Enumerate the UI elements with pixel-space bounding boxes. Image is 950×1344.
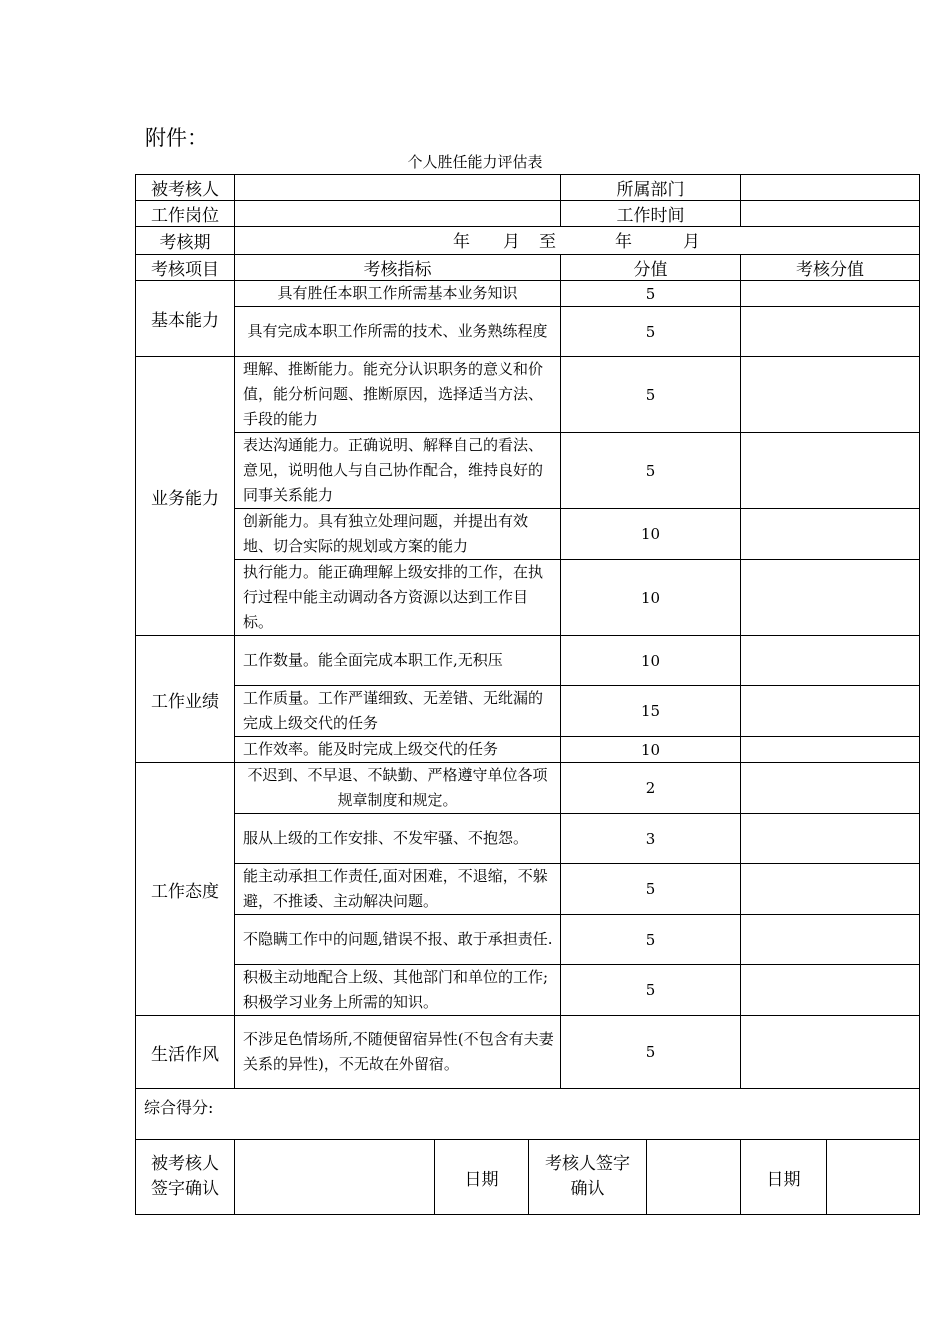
category-business-ability: 业务能力 [136,357,235,636]
header-row-assessee [136,175,920,201]
date-value-cell-2[interactable] [827,1140,920,1215]
department-label: 所属部门 [561,175,741,201]
period-year-2: 年 [615,232,632,252]
category-work-attitude: 工作态度 [136,763,235,1016]
score-input-cell[interactable] [741,433,920,509]
summary-row [136,1089,920,1140]
period-month-1: 月 [503,232,520,252]
form-title: 个人胜任能力评估表 [407,153,543,171]
date-label-1: 日期 [435,1140,529,1215]
assessee-label: 被考核人 [136,175,235,201]
col-header-points: 分值 [561,255,741,281]
attachment-label: 附件： [145,126,208,150]
indicator-cell: 不隐瞒工作中的问题,错误不报、敢于承担责任. [235,915,561,965]
score-input-cell[interactable] [741,965,920,1016]
points-cell: 5 [561,1016,741,1089]
category-basic-ability: 基本能力 [136,281,235,357]
summary-score-label: 综合得分: [144,1098,214,1117]
assessee-value-cell[interactable] [235,175,561,201]
table-row [136,509,920,560]
work-time-label: 工作时间 [561,201,741,227]
column-header-row [136,255,920,281]
score-input-cell[interactable] [741,509,920,560]
score-input-cell[interactable] [741,281,920,307]
position-label: 工作岗位 [136,201,235,227]
points-cell: 5 [561,281,741,307]
department-value-cell[interactable] [741,175,920,201]
table-row [136,357,920,433]
points-cell: 5 [561,864,741,915]
score-input-cell[interactable] [741,737,920,763]
assessor-sign-cell[interactable] [647,1140,741,1215]
col-header-indicator: 考核指标 [235,255,561,281]
indicator-cell: 创新能力。具有独立处理问题，并提出有效地、切合实际的规划或方案的能力 [235,509,561,560]
table-row [136,1016,920,1089]
score-input-cell[interactable] [741,560,920,636]
period-value-cell[interactable] [235,227,920,255]
points-cell: 3 [561,814,741,864]
indicator-cell: 能主动承担工作责任,面对困难，不退缩，不躲避，不推诿、主动解决问题。 [235,864,561,915]
indicator-cell: 不涉足色情场所,不随便留宿异性(不包含有夫妻关系的异性)，不无故在外留宿。 [235,1016,561,1089]
indicator-cell: 工作效率。能及时完成上级交代的任务 [235,737,561,763]
score-input-cell[interactable] [741,814,920,864]
indicator-cell: 工作质量。工作严谨细致、无差错、无纰漏的完成上级交代的任务 [235,686,561,737]
points-cell: 10 [561,636,741,686]
points-cell: 5 [561,965,741,1016]
table-row [136,433,920,509]
assessor-sign-label: 考核人签字确认 [529,1140,647,1215]
score-input-cell[interactable] [741,307,920,357]
indicator-cell: 理解、推断能力。能充分认识职务的意义和价值，能分析问题、推断原因，选择适当方法、手段的能力 [235,357,561,433]
points-cell: 10 [561,737,741,763]
table-row [136,560,920,636]
category-work-performance: 工作业绩 [136,636,235,763]
points-cell: 10 [561,560,741,636]
score-input-cell[interactable] [741,636,920,686]
date-label-2: 日期 [741,1140,827,1215]
period-year-1: 年 [453,232,470,252]
summary-score-cell[interactable] [136,1089,920,1140]
indicator-cell: 工作数量。能全面完成本职工作,无积压 [235,636,561,686]
score-input-cell[interactable] [741,864,920,915]
signature-row [136,1140,920,1215]
table-row [136,814,920,864]
score-input-cell[interactable] [741,357,920,433]
points-cell: 2 [561,763,741,814]
position-value-cell[interactable] [235,201,561,227]
points-cell: 5 [561,915,741,965]
indicator-cell: 具有胜任本职工作所需基本业务知识 [235,281,561,307]
indicator-cell: 表达沟通能力。正确说明、解释自己的看法、意见，说明他人与自己协作配合，维持良好的同事关系能力 [235,433,561,509]
indicator-cell: 服从上级的工作安排、不发牢骚、不抱怨。 [235,814,561,864]
table-row [136,686,920,737]
points-cell: 10 [561,509,741,560]
header-row-period [136,227,920,255]
assessee-sign-cell[interactable] [235,1140,435,1215]
header-row-position [136,201,920,227]
indicator-cell: 具有完成本职工作所需的技术、业务熟练程度 [235,307,561,357]
score-input-cell[interactable] [741,763,920,814]
table-row [136,763,920,814]
assessee-sign-label: 被考核人签字确认 [136,1140,235,1215]
table-row [136,864,920,915]
evaluation-table-container [135,174,920,1215]
category-lifestyle: 生活作风 [136,1016,235,1089]
evaluation-table [135,174,920,1215]
period-to: 至 [539,232,556,252]
col-header-item: 考核项目 [136,255,235,281]
work-time-value-cell[interactable] [741,201,920,227]
period-label: 考核期 [136,227,235,255]
table-row [136,636,920,686]
col-header-score: 考核分值 [741,255,920,281]
points-cell: 5 [561,433,741,509]
points-cell: 5 [561,357,741,433]
score-input-cell[interactable] [741,686,920,737]
score-input-cell[interactable] [741,915,920,965]
indicator-cell: 不迟到、不早退、不缺勤、严格遵守单位各项规章制度和规定。 [235,763,561,814]
indicator-cell: 执行能力。能正确理解上级安排的工作，在执行过程中能主动调动各方资源以达到工作目标。 [235,560,561,636]
score-input-cell[interactable] [741,1016,920,1089]
table-row [136,281,920,307]
period-month-2: 月 [683,232,700,252]
table-row [136,915,920,965]
indicator-cell: 积极主动地配合上级、其他部门和单位的工作;积极学习业务上所需的知识。 [235,965,561,1016]
points-cell: 5 [561,307,741,357]
table-row [136,307,920,357]
table-row [136,737,920,763]
table-row [136,965,920,1016]
points-cell: 15 [561,686,741,737]
